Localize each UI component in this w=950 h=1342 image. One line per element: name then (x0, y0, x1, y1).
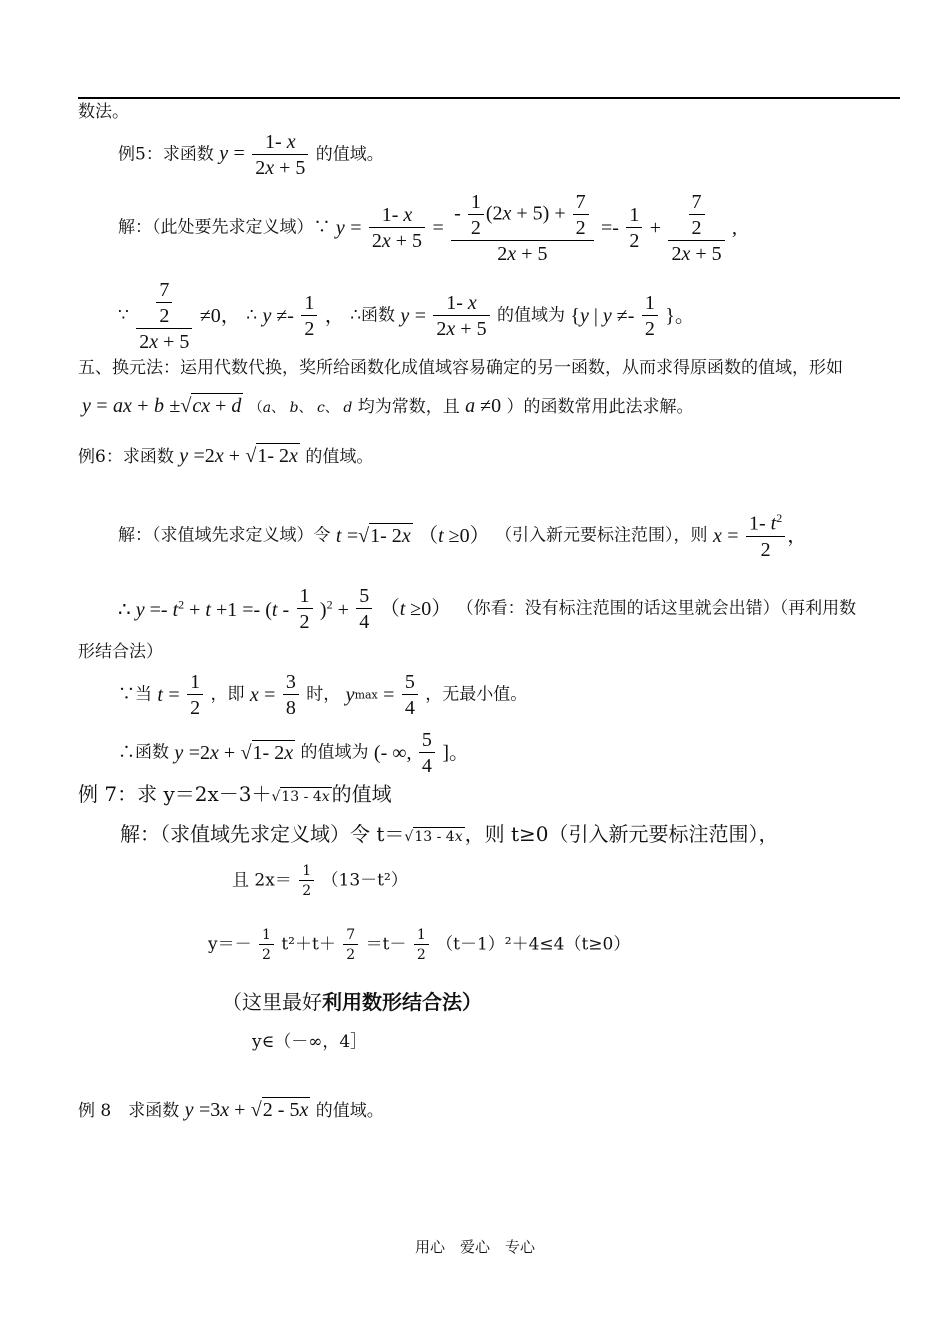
example-5-statement: 例5：求函数 y = $\frac{1- x}{2x + 5}$ 的值域。 (118, 131, 384, 179)
example-7-statement: 例 7：求 y＝2x－3＋√13 - 4x 的值域 (78, 782, 392, 806)
substitution-text: 解：（求值域先求定义域）令 (118, 525, 331, 546)
example-8-statement: 例 8 求函数 y =3x + √2 - 5x 的值域。 (78, 1099, 384, 1121)
example-6-suffix: 的值域。 (305, 447, 374, 467)
because-symbol: ∵ (118, 305, 129, 326)
example-7-and-tail: （13－t²） (321, 870, 408, 891)
example-6-substitution: 解：（求值域先求定义域）令 t =√1- 2x （t ≥0） （引入新元要标注范围），则 x = $\frac{1- t^2}{2}$ ， (118, 511, 808, 561)
example-6-extremum: ∵当 t = $\frac{1}{2}$ ，即 x = $\frac{3}{8}$ 时， ymax = $\frac{5}{4}$ ，无最小值。 (118, 671, 528, 719)
example-8-suffix: 的值域。 (315, 1101, 384, 1121)
no-min-text: ，无最小值。 (425, 684, 528, 705)
conclusion-range: 的值域为 (300, 742, 369, 763)
example-7-suffix: 的值域 (331, 782, 392, 806)
therefore-function: ∴函数 (350, 305, 396, 326)
example-7-and: 且 2x＝ $\frac{1}{2}$ （13－t²） (232, 863, 408, 899)
then-text: 时， (306, 684, 341, 705)
example-5-fraction: $\frac{1- x}{2x + 5}$ (252, 132, 308, 178)
example-7-range-note: （引入新元要标注范围）， (548, 822, 779, 846)
example-7-range: y∈（－∞，4］ (252, 1032, 368, 1052)
example-7-hint (222, 992, 482, 1012)
intro-tail: 数法。 (78, 102, 129, 122)
example-6-label: 例6：求函数 (78, 447, 174, 467)
constants-note: 均为常数，且 (357, 397, 460, 417)
example-7-sub-text: 解：（求值域先求定义域）令 t＝ (120, 822, 405, 846)
section-5-formula: y = ax + b ±√cx + d （a、 b、 c、 d 均为常数，且 a ≠0 ）的函数常用此法求解。 (82, 395, 694, 417)
example-7-t-nonneg: ，则 t≥0 (464, 822, 549, 846)
example-5-label: 例5：求函数 (118, 144, 214, 165)
y-line-a: y＝－ (208, 934, 252, 955)
y-line-c: ＝t－ (365, 934, 407, 955)
range-prefix: 的值域为 (496, 305, 565, 326)
page-footer: 用心 爱心 专心 (414, 1238, 535, 1256)
example-6-conclusion: ∴函数 y =2x + √1- 2x 的值域为 (- ∞, $\frac{5}{4}$ ]。 (118, 729, 469, 777)
section-5-heading: 五、换元法：运用代数代换，奖所给函数化成值域容易确定的另一函数，从而求得原函数的值域，形如 (78, 358, 843, 378)
transform-note: （你看：没有标注范围的话这里就会出错）（再利用数 (456, 598, 857, 619)
example-5-solution: 解：（此处要先求定义域）∵ y = $\frac{1- x}{2x + 5}$ = - $\frac{1}{2}$ (2x + 5) + $\frac{7}{2}$ 2x + 5 =- $\frac{1}{2}$ + $\frac{\frac{7}{2}}{2x + 5}$ , (118, 191, 738, 265)
hint-part-a: （这里最好 (222, 990, 322, 1014)
when-text: ∵当 (118, 684, 152, 705)
example-5-conclusion: ∵ $\frac{\frac{7}{2}}{2x + 5}$ ≠0， ∴ y ≠- $\frac{1}{2}$ ， ∴函数 y = $\frac{1- x}{2x + 5}$ 的值域为 {y | y ≠- $\frac{1}{2}$ }。 (118, 279, 695, 353)
hint-part-b: 利用数形结合法） (322, 990, 482, 1014)
example-6-note-cont: 形结合法） (78, 642, 163, 662)
method-note: ）的函数常用此法求解。 (506, 397, 694, 417)
example-7-label: 例 7：求 y＝2x－3＋ (78, 782, 272, 806)
substitution-note: （引入新元要标注范围），则 (495, 525, 708, 546)
ie-text: ，即 (210, 684, 245, 705)
header-rule (78, 97, 900, 99)
example-7-and-text: 且 2x＝ (232, 870, 292, 891)
example-7-transform: y＝－ $\frac{1}{2}$ t²＋t＋ $\frac{7}{2}$ ＝t－ $\frac{1}{2}$ （t－1）²＋4≤4（t≥0） (208, 927, 631, 963)
example-8-label: 例 8 求函数 (78, 1101, 180, 1121)
example-5-suffix: 的值域。 (315, 144, 384, 165)
example-6-transform: ∴ $y =- t^2 + t +1 =- (t$ - $\frac{1}{2}$ )$^2$ + $\frac{5}{4}$ （t ≥0） （你看：没有标注范围的话这里就会出错）（再利用数 (118, 585, 857, 633)
example-6-statement: 例6：求函数 y =2x + √1- 2x 的值域。 (78, 445, 374, 467)
conclusion-function: ∴函数 (118, 742, 169, 763)
y-line-d: （t－1）²＋4≤4（t≥0） (436, 934, 631, 955)
example-7-substitution: 解：（求值域先求定义域）令 t＝√13 - 4x ，则 t≥0（引入新元要标注范围）， (120, 822, 779, 846)
therefore-symbol: ∴ (246, 305, 258, 326)
solution-label: 解：（此处要先求定义域）∵ (118, 217, 331, 238)
y-line-b: t²＋t＋ (281, 934, 336, 955)
